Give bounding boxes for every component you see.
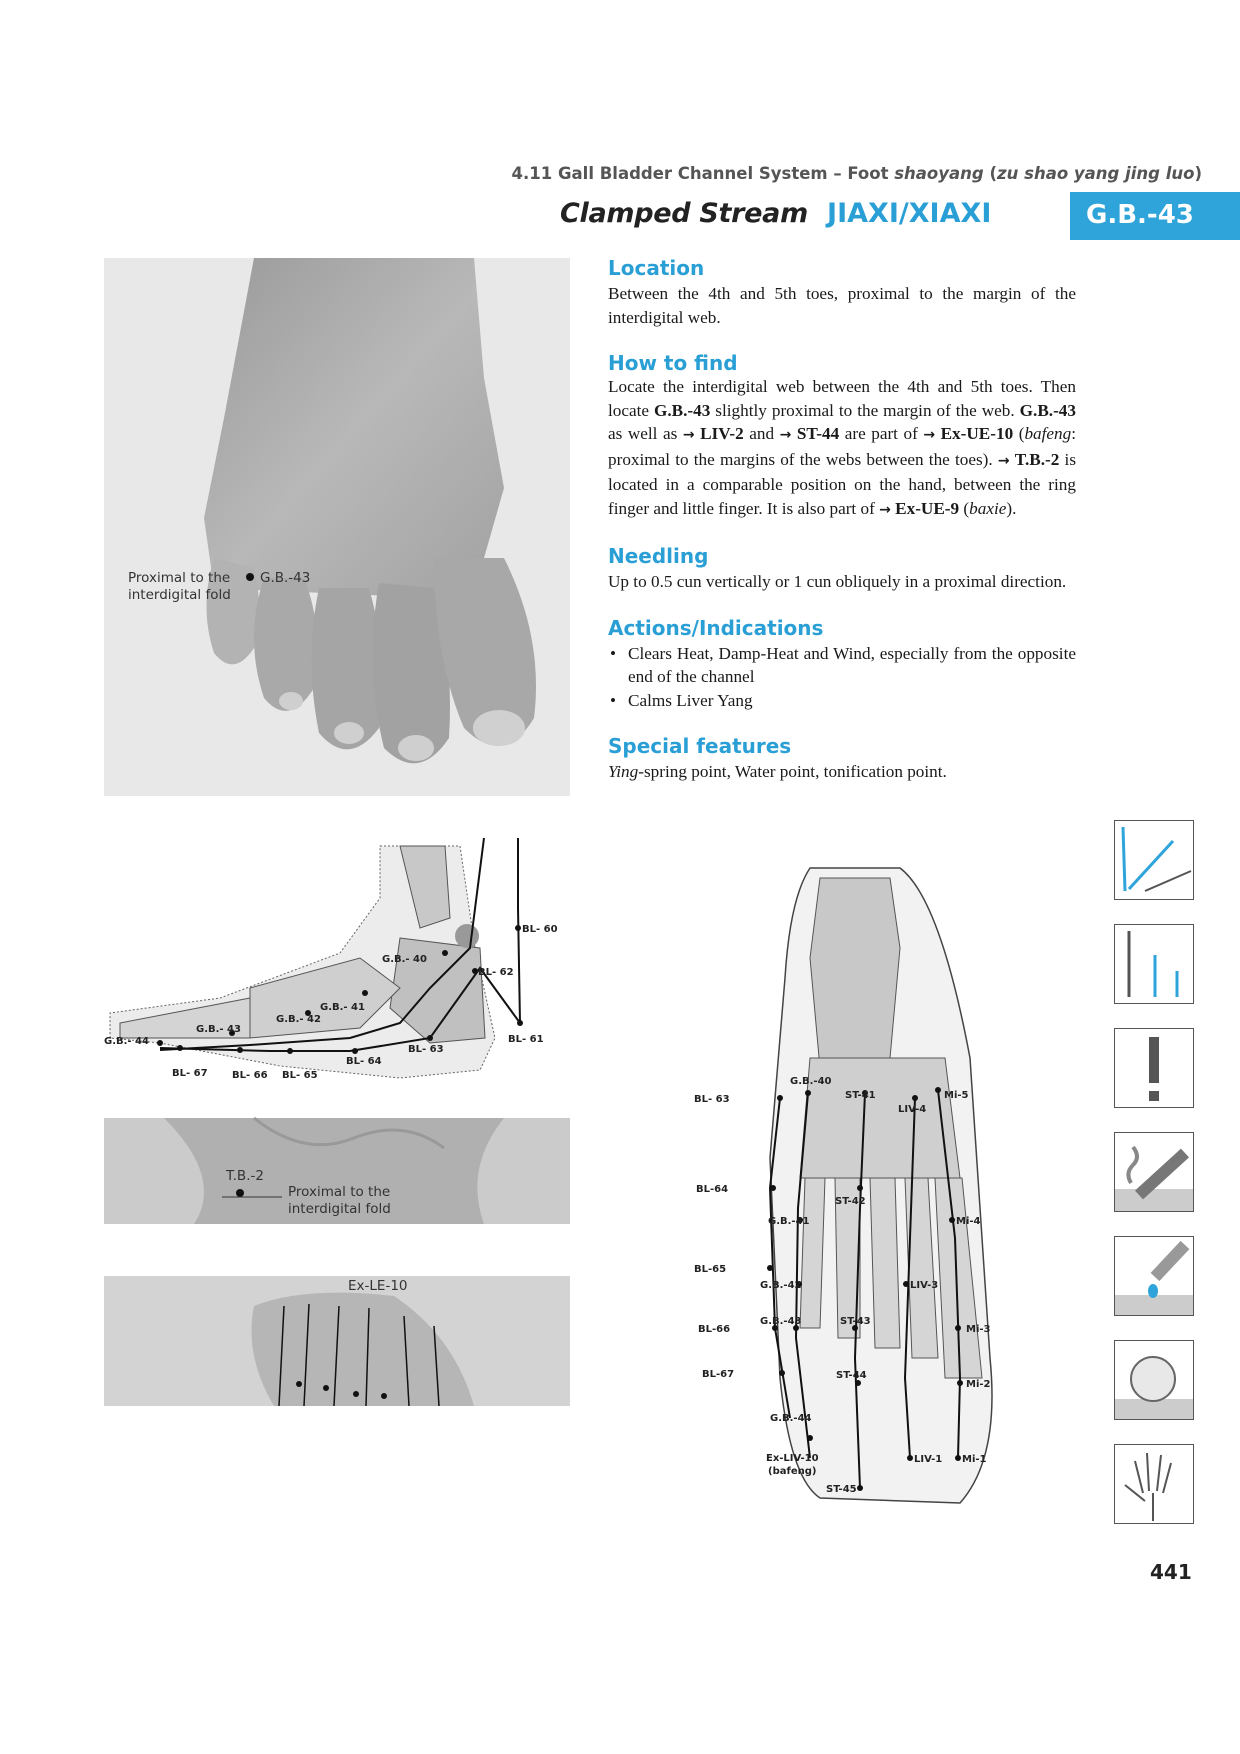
diagram-label: BL- 62 bbox=[478, 967, 514, 978]
foot-illustration bbox=[104, 258, 570, 796]
diagram-label: ST-43 bbox=[840, 1316, 871, 1327]
moxa-icon bbox=[1114, 1132, 1194, 1212]
diagram-label: G.B.-44 bbox=[770, 1413, 812, 1424]
diagram-label: BL-64 bbox=[696, 1184, 729, 1195]
needling-heading: Needling bbox=[608, 544, 709, 568]
lateral-foot-skeleton bbox=[100, 838, 570, 1098]
dorsal-foot-diagram bbox=[694, 858, 1000, 1528]
diagram-label: G.B.-43 bbox=[760, 1316, 802, 1327]
diagram-label: Mi-2 bbox=[966, 1379, 991, 1390]
diagram-label: G.B.-41 bbox=[768, 1216, 810, 1227]
injection-icon bbox=[1114, 1236, 1194, 1316]
diagram-label: ST-44 bbox=[836, 1370, 867, 1381]
diagram-label: G.B.- 44 bbox=[104, 1036, 149, 1047]
arrow-icon: → bbox=[682, 427, 695, 443]
photo-label-point: G.B.-43 bbox=[260, 570, 311, 586]
page-number: 441 bbox=[1150, 1560, 1192, 1584]
point-title bbox=[560, 198, 991, 229]
dorsal-foot-skeleton bbox=[694, 858, 1000, 1528]
foot-photo bbox=[104, 258, 570, 796]
diagram-label: BL- 61 bbox=[508, 1034, 544, 1045]
diagram-label: BL-67 bbox=[702, 1369, 735, 1380]
photo-label-right: Proximal to the interdigital fold bbox=[288, 1184, 391, 1217]
how-to-find-text: Locate the interdigital web between the 4th and 5th toes. Then locate G.B.-43 slightly proximal to the margin of the web. G.B.-43 as well as → LIV-2 and → ST-44 are part of → Ex-UE-10 (bafeng: proximal to the margins of the webs between the toes). → T.B.-2 is located in a comparable position on the hand, between the ring finger and little finger. It is also part of → Ex-UE-9 (baxie). bbox=[608, 377, 1077, 518]
actions-list bbox=[608, 642, 1076, 713]
bafeng-illustration bbox=[104, 1276, 570, 1406]
diagram-label: LIV-4 bbox=[898, 1104, 927, 1115]
needling-text: Up to 0.5 cun vertically or 1 cun obliquely in a proximal direction. bbox=[608, 572, 1067, 591]
point-name-english: Clamped Stream bbox=[560, 198, 808, 229]
diagram-label: ST-41 bbox=[845, 1090, 876, 1101]
diagram-label: BL- 60 bbox=[522, 924, 558, 935]
location-heading: Location bbox=[608, 256, 705, 280]
diagram-label: BL-65 bbox=[694, 1264, 727, 1275]
diagram-label: G.B.- 41 bbox=[320, 1002, 365, 1013]
cupping-icon bbox=[1114, 1340, 1194, 1420]
needle-icon bbox=[1114, 820, 1194, 900]
diagram-label: LIV-3 bbox=[910, 1280, 939, 1291]
photo-label-point: Ex-LE-10 bbox=[348, 1278, 408, 1294]
diagram-label: G.B.- 42 bbox=[276, 1014, 321, 1025]
running-head: 4.11 Gall Bladder Channel System – Foot shaoyang (zu shao yang jing luo) bbox=[511, 164, 1202, 183]
arrow-icon: → bbox=[923, 427, 936, 443]
diagram-label: ST-42 bbox=[835, 1196, 866, 1207]
diagram-label: Ex-LIV-10 bbox=[766, 1453, 819, 1464]
actions-heading: Actions/Indications bbox=[608, 615, 824, 640]
bafeng-photo bbox=[104, 1276, 570, 1406]
special-features-heading: Special features bbox=[608, 734, 792, 758]
diagram-label: BL- 65 bbox=[282, 1070, 318, 1081]
lateral-foot-diagram bbox=[100, 838, 570, 1098]
diagram-label: Mi-1 bbox=[962, 1454, 987, 1465]
hand-skeleton-icon bbox=[1114, 1444, 1194, 1524]
how-to-find-heading: How to find bbox=[608, 351, 738, 375]
diagram-label: BL- 64 bbox=[346, 1056, 382, 1067]
diagram-label: (bafeng) bbox=[768, 1466, 817, 1477]
special-features-text: Ying-spring point, Water point, tonification point. bbox=[608, 762, 947, 781]
list-item: • Clears Heat, Damp-Heat and Wind, especially from the opposite end of the channel bbox=[608, 642, 1076, 689]
diagram-label: BL-66 bbox=[698, 1324, 731, 1335]
diagram-label: G.B.-40 bbox=[790, 1076, 832, 1087]
list-item: • Calms Liver Yang bbox=[608, 689, 1076, 713]
arrow-icon: → bbox=[779, 427, 792, 443]
location-text: Between the 4th and 5th toes, proximal to the margin of the interdigital web. bbox=[608, 284, 1076, 327]
diagram-label: G.B.-42 bbox=[760, 1280, 802, 1291]
diagram-label: Mi-4 bbox=[956, 1216, 981, 1227]
diagram-label: ST-45 bbox=[826, 1484, 857, 1495]
point-code-badge bbox=[1070, 192, 1240, 240]
arrow-icon: → bbox=[997, 452, 1010, 469]
diagram-label: BL- 66 bbox=[232, 1070, 268, 1081]
caution-icon bbox=[1114, 1028, 1194, 1108]
diagram-label: BL- 63 bbox=[694, 1094, 730, 1105]
point-name-chinese: JIAXI/XIAXI bbox=[827, 198, 992, 229]
diagram-label: LIV-1 bbox=[914, 1454, 943, 1465]
diagram-label: Mi-5 bbox=[944, 1090, 969, 1101]
hand-photo bbox=[104, 1118, 570, 1224]
diagram-label: Mi-3 bbox=[966, 1324, 991, 1335]
diagram-label: BL- 63 bbox=[408, 1044, 444, 1055]
diagram-label: BL- 67 bbox=[172, 1068, 208, 1079]
diagram-label: G.B.- 40 bbox=[382, 954, 427, 965]
photo-label-left: Proximal to the interdigital fold bbox=[128, 570, 231, 603]
point-code: G.B.-43 bbox=[1086, 200, 1194, 230]
text-column bbox=[608, 256, 1076, 784]
photo-label-point: T.B.-2 bbox=[226, 1168, 264, 1184]
needles-icon bbox=[1114, 924, 1194, 1004]
arrow-icon: → bbox=[879, 501, 891, 518]
diagram-label: G.B.- 43 bbox=[196, 1024, 241, 1035]
